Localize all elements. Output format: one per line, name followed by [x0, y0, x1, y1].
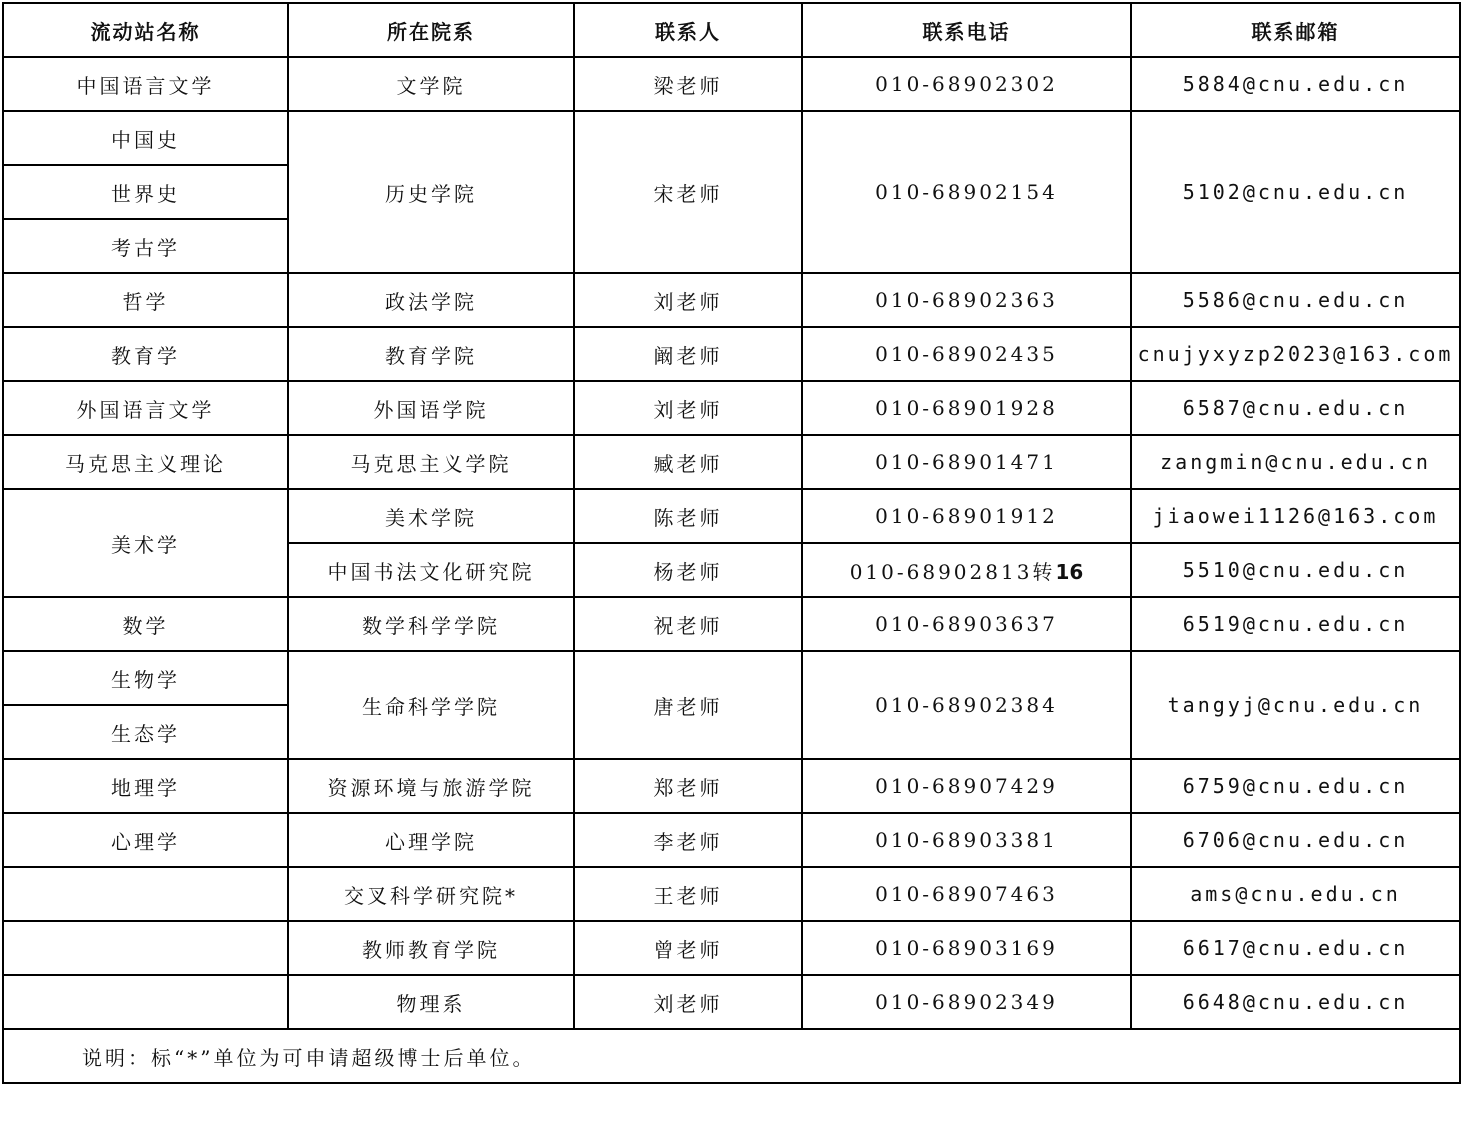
contact-person-cell: 阚老师 — [574, 327, 802, 381]
department-cell: 生命科学学院 — [288, 651, 574, 759]
phone-cell: 010-68902384 — [802, 651, 1131, 759]
department-cell: 政法学院 — [288, 273, 574, 327]
phone-cell: 010-68902154 — [802, 111, 1131, 273]
table-row — [3, 435, 1460, 489]
station-name-cell: 数学 — [3, 597, 288, 651]
table-row — [3, 381, 1460, 435]
station-name-cell: 教育学 — [3, 327, 288, 381]
department-cell: 资源环境与旅游学院 — [288, 759, 574, 813]
station-name-cell: 中国史 — [3, 111, 288, 165]
phone-cell: 010-68903381 — [802, 813, 1131, 867]
department-cell: 交叉科学研究院* — [288, 867, 574, 921]
email-cell: 6759@cnu.edu.cn — [1131, 759, 1460, 813]
station-name-cell: 马克思主义理论 — [3, 435, 288, 489]
table-row — [3, 759, 1460, 813]
phone-cell: 010-68902363 — [802, 273, 1131, 327]
contact-person-cell: 臧老师 — [574, 435, 802, 489]
station-name-cell: 哲学 — [3, 273, 288, 327]
department-cell: 教师教育学院 — [288, 921, 574, 975]
department-cell: 美术学院 — [288, 489, 574, 543]
phone-cell: 010-68907463 — [802, 867, 1131, 921]
table-row — [3, 813, 1460, 867]
email-cell: 5102@cnu.edu.cn — [1131, 111, 1460, 273]
table-row — [3, 651, 1460, 705]
contact-person-cell: 宋老师 — [574, 111, 802, 273]
phone-extension: 16 — [1055, 559, 1084, 584]
email-cell: 6617@cnu.edu.cn — [1131, 921, 1460, 975]
station-name-cell: 生态学 — [3, 705, 288, 759]
contact-person-cell: 梁老师 — [574, 57, 802, 111]
phone-number: 010-68902813转 — [849, 559, 1056, 584]
station-name-cell — [3, 867, 288, 921]
table-body — [3, 57, 1460, 1029]
station-name-cell: 世界史 — [3, 165, 288, 219]
station-name-cell: 中国语言文学 — [3, 57, 288, 111]
station-name-cell: 生物学 — [3, 651, 288, 705]
table-row — [3, 489, 1460, 543]
table-row — [3, 273, 1460, 327]
email-cell: 5510@cnu.edu.cn — [1131, 543, 1460, 597]
contact-person-cell: 李老师 — [574, 813, 802, 867]
email-cell: ams@cnu.edu.cn — [1131, 867, 1460, 921]
email-cell: 5586@cnu.edu.cn — [1131, 273, 1460, 327]
postdoc-contact-table — [2, 2, 1461, 1084]
department-cell: 物理系 — [288, 975, 574, 1029]
contact-person-cell: 曾老师 — [574, 921, 802, 975]
email-cell: 6519@cnu.edu.cn — [1131, 597, 1460, 651]
email-cell: jiaowei1126@163.com — [1131, 489, 1460, 543]
header-row — [3, 3, 1460, 57]
email-cell: 6648@cnu.edu.cn — [1131, 975, 1460, 1029]
station-name-cell: 地理学 — [3, 759, 288, 813]
department-cell: 心理学院 — [288, 813, 574, 867]
email-cell: 6587@cnu.edu.cn — [1131, 381, 1460, 435]
contact-person-cell: 刘老师 — [574, 381, 802, 435]
contact-person-cell: 王老师 — [574, 867, 802, 921]
station-name-cell: 外国语言文学 — [3, 381, 288, 435]
table-row — [3, 327, 1460, 381]
contact-person-cell: 陈老师 — [574, 489, 802, 543]
phone-cell: 010-68902302 — [802, 57, 1131, 111]
note-row — [3, 1029, 1460, 1083]
department-cell: 中国书法文化研究院 — [288, 543, 574, 597]
email-cell: 6706@cnu.edu.cn — [1131, 813, 1460, 867]
station-name-cell — [3, 975, 288, 1029]
department-cell: 马克思主义学院 — [288, 435, 574, 489]
header-contact: 联系人 — [574, 3, 802, 57]
station-name-cell — [3, 921, 288, 975]
email-cell: tangyj@cnu.edu.cn — [1131, 651, 1460, 759]
phone-cell: 010-68907429 — [802, 759, 1131, 813]
phone-cell — [802, 543, 1131, 597]
table-row — [3, 975, 1460, 1029]
email-cell: 5884@cnu.edu.cn — [1131, 57, 1460, 111]
email-cell: zangmin@cnu.edu.cn — [1131, 435, 1460, 489]
station-name-cell: 心理学 — [3, 813, 288, 867]
header-email: 联系邮箱 — [1131, 3, 1460, 57]
station-name-cell: 美术学 — [3, 489, 288, 597]
phone-cell: 010-68903169 — [802, 921, 1131, 975]
table-row — [3, 867, 1460, 921]
phone-cell: 010-68901912 — [802, 489, 1131, 543]
table-row — [3, 597, 1460, 651]
department-cell: 外国语学院 — [288, 381, 574, 435]
station-name-cell: 考古学 — [3, 219, 288, 273]
contact-person-cell: 唐老师 — [574, 651, 802, 759]
contact-person-cell: 祝老师 — [574, 597, 802, 651]
phone-cell: 010-68902349 — [802, 975, 1131, 1029]
department-cell: 历史学院 — [288, 111, 574, 273]
header-station: 流动站名称 — [3, 3, 288, 57]
phone-cell: 010-68903637 — [802, 597, 1131, 651]
contact-person-cell: 郑老师 — [574, 759, 802, 813]
table-row — [3, 57, 1460, 111]
phone-cell: 010-68901928 — [802, 381, 1131, 435]
table-row — [3, 111, 1460, 165]
header-department: 所在院系 — [288, 3, 574, 57]
department-cell: 教育学院 — [288, 327, 574, 381]
department-cell: 文学院 — [288, 57, 574, 111]
footnote: 说明：标“*”单位为可申请超级博士后单位。 — [3, 1029, 1460, 1083]
department-cell: 数学科学学院 — [288, 597, 574, 651]
phone-cell: 010-68901471 — [802, 435, 1131, 489]
contact-person-cell: 刘老师 — [574, 273, 802, 327]
table-row — [3, 921, 1460, 975]
phone-cell: 010-68902435 — [802, 327, 1131, 381]
header-phone: 联系电话 — [802, 3, 1131, 57]
email-cell: cnujyxyzp2023@163.com — [1131, 327, 1460, 381]
contact-person-cell: 刘老师 — [574, 975, 802, 1029]
contact-person-cell: 杨老师 — [574, 543, 802, 597]
